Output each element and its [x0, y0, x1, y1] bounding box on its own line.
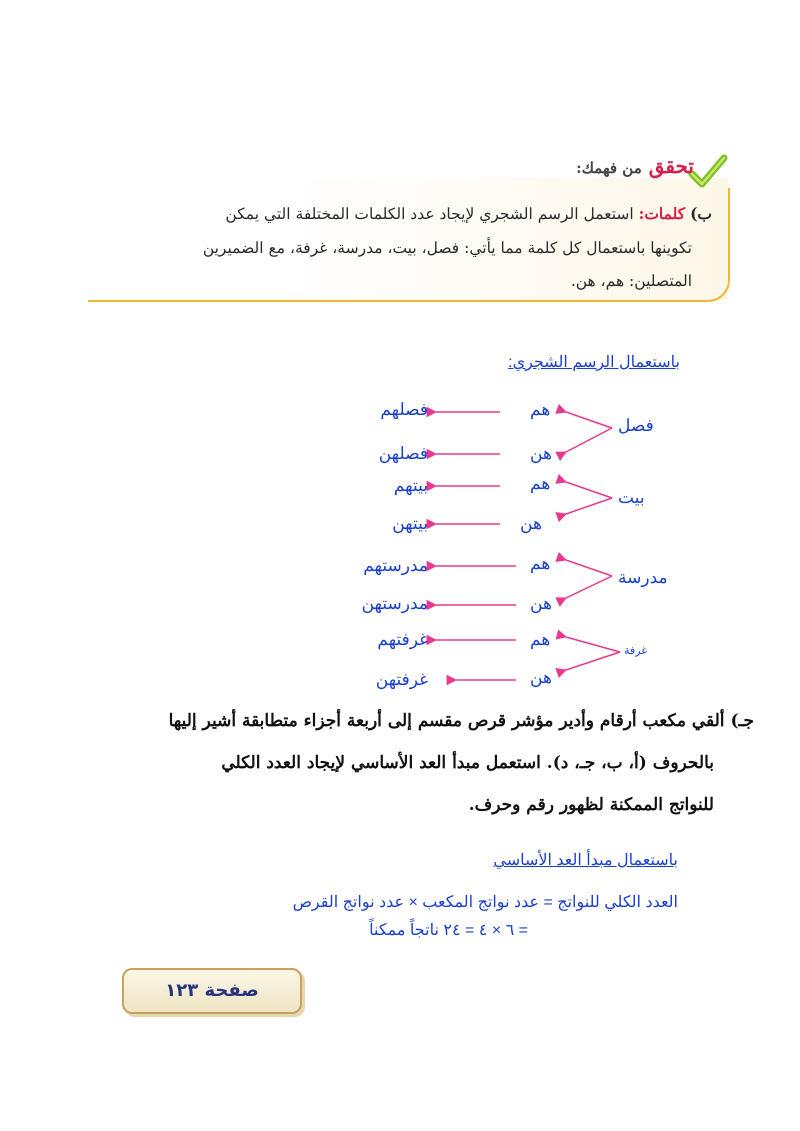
problem-c-label: جـ) [730, 711, 754, 731]
counting-line-1: العدد الكلي للنواتج = عدد نواتج المكعب × عدد نواتج القرص [292, 894, 678, 911]
problem-b-line-2: تكوينها باستعمال كل كلمة مما يأتي: فصل، بيت، مدرسة، غرفة، مع الضميرين [202, 239, 692, 257]
problem-c-line-3: للنواتج الممكنة لظهور رقم وحرف. [468, 795, 714, 815]
result-word: بيتهن [392, 514, 428, 533]
tree-word-bayt: بيت [618, 488, 645, 507]
problem-b-label: ب) [690, 204, 712, 223]
heading-subtitle: من فهمك: [576, 159, 642, 177]
problem-b-line-3: المتصلين: هم، هن. [570, 272, 692, 290]
counting-line-2: = ٦ × ٤ = ٢٤ ناتجاً ممكناً [369, 922, 528, 939]
tree-word-ghurfa: غرفة [624, 645, 647, 657]
problem-b-text-1: استعمل الرسم الشجري لإيجاد عدد الكلمات المختلفة التي يمكن [225, 205, 634, 223]
result-word: فصلهن [378, 444, 428, 463]
pronoun-hum: هم [530, 554, 551, 573]
problem-b-keyword: كلمات: [638, 204, 686, 223]
result-word: مدرستهن [361, 594, 428, 613]
pronoun-hum: هم [530, 400, 551, 419]
pronoun-hunna: هن [530, 594, 552, 613]
pronoun-hum: هم [530, 474, 551, 493]
problem-c-line-2: بالحروف (أ، ب، جـ، د). استعمل مبدأ العد الأساسي لإيجاد العدد الكلي [221, 753, 714, 773]
result-word: بيتهم [393, 476, 428, 495]
problem-c-line-1 [34, 700, 754, 742]
page-number-label: صفحة ١٢٣ [165, 980, 259, 1001]
pronoun-hunna: هن [530, 668, 552, 687]
pronoun-hunna: هن [530, 444, 552, 463]
page-number-badge [122, 968, 302, 1014]
result-word: مدرستهم [363, 556, 428, 575]
counting-section-title: باستعمال مبدأ العد الأساسي [493, 852, 678, 869]
pronoun-hunna: هن [520, 514, 542, 533]
heading-title: تحقق [648, 154, 694, 178]
pronoun-hum: هم [530, 630, 551, 649]
result-word: فصلهم [380, 400, 428, 419]
result-word: غرفتهم [377, 630, 428, 649]
tree-word-fasl: فصل [618, 416, 654, 435]
tree-section-title: باستعمال الرسم الشجري: [508, 354, 680, 371]
problem-c-text-1: ألقي مكعب أرقام وأدير مؤشر قرص مقسم إلى أربعة أجزاء متطابقة أشير إليها [168, 711, 725, 731]
tree-word-madrasa: مدرسة [618, 568, 668, 587]
result-word: غرفتهن [375, 670, 428, 689]
